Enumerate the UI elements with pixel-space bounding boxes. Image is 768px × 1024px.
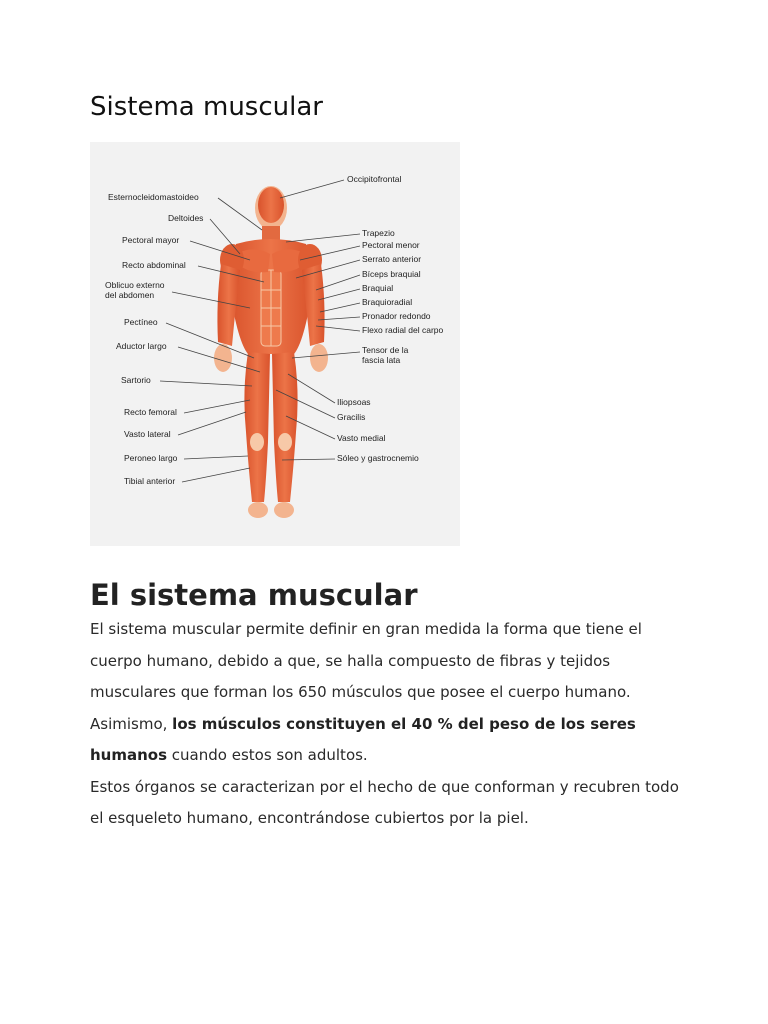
label-gracilis: Gracilis (337, 412, 366, 422)
label-occipitofrontal: Occipitofrontal (347, 174, 402, 184)
label-trapezio: Trapezio (362, 228, 395, 238)
label-sartorio: Sartorio (121, 375, 151, 385)
paragraph-2-bold: los músculos constituyen el 40 % del peso de los seres humanos (90, 714, 636, 764)
label-fascia-lata: fascia lata (362, 355, 401, 365)
label-braquial: Braquial (362, 283, 394, 293)
label-tibial-anterior: Tibial anterior (124, 476, 176, 486)
label-pectoral-menor: Pectoral menor (362, 240, 420, 250)
label-pectineo: Pectíneo (124, 317, 158, 327)
section-heading: El sistema muscular (90, 578, 418, 612)
label-pronador-redondo: Pronador redondo (362, 311, 431, 321)
label-tensor-de-la: Tensor de la (362, 345, 409, 355)
label-oblicuo-externo-2: del abdomen (105, 290, 155, 300)
label-braquioradial: Braquioradial (362, 297, 413, 307)
label-iliopsoas: Iliopsoas (337, 397, 371, 407)
label-serrato-anterior: Serrato anterior (362, 254, 422, 264)
paragraph-3: Estos órganos se caracterizan por el hecho de que conforman y recubren todo el esqueleto humano, encontrándose cubiertos por la piel. (90, 777, 679, 827)
label-biceps-braquial: Bíceps braquial (362, 269, 421, 279)
label-aductor-largo: Aductor largo (116, 341, 167, 351)
body-text (90, 614, 680, 835)
label-esternocleidomastoideo: Esternocleidomastoideo (108, 192, 199, 202)
paragraph-1: El sistema muscular permite definir en gran medida la forma que tiene el cuerpo humano, debido a que, se halla compuesto de fibras y tejidos musculares que forman los 650 músculos que posee el cuerpo humano. (90, 620, 642, 701)
page-title: Sistema muscular (90, 92, 323, 122)
label-pectoral-mayor: Pectoral mayor (122, 235, 180, 245)
label-soleo-y-gastrocnemio: Sóleo y gastrocnemio (337, 453, 419, 463)
label-flexo-radial-del-carpo: Flexo radial del carpo (362, 325, 444, 335)
labels-left (105, 192, 203, 486)
label-recto-femoral: Recto femoral (124, 407, 177, 417)
paragraph-2 (90, 709, 680, 772)
muscular-system-diagram (90, 142, 460, 546)
label-deltoides: Deltoides (168, 213, 204, 223)
label-vasto-lateral: Vasto lateral (124, 429, 171, 439)
muscle-figure-svg (90, 142, 460, 546)
label-peroneo-largo: Peroneo largo (124, 453, 178, 463)
label-recto-abdominal: Recto abdominal (122, 260, 186, 270)
human-body-figure (214, 186, 328, 518)
paragraph-2-suffix: cuando estos son adultos. (167, 746, 368, 764)
paragraph-2-prefix: Asimismo, (90, 714, 173, 733)
label-vasto-medial: Vasto medial (337, 433, 386, 443)
label-oblicuo-externo: Oblicuo externo (105, 280, 165, 290)
labels-right (337, 174, 444, 463)
